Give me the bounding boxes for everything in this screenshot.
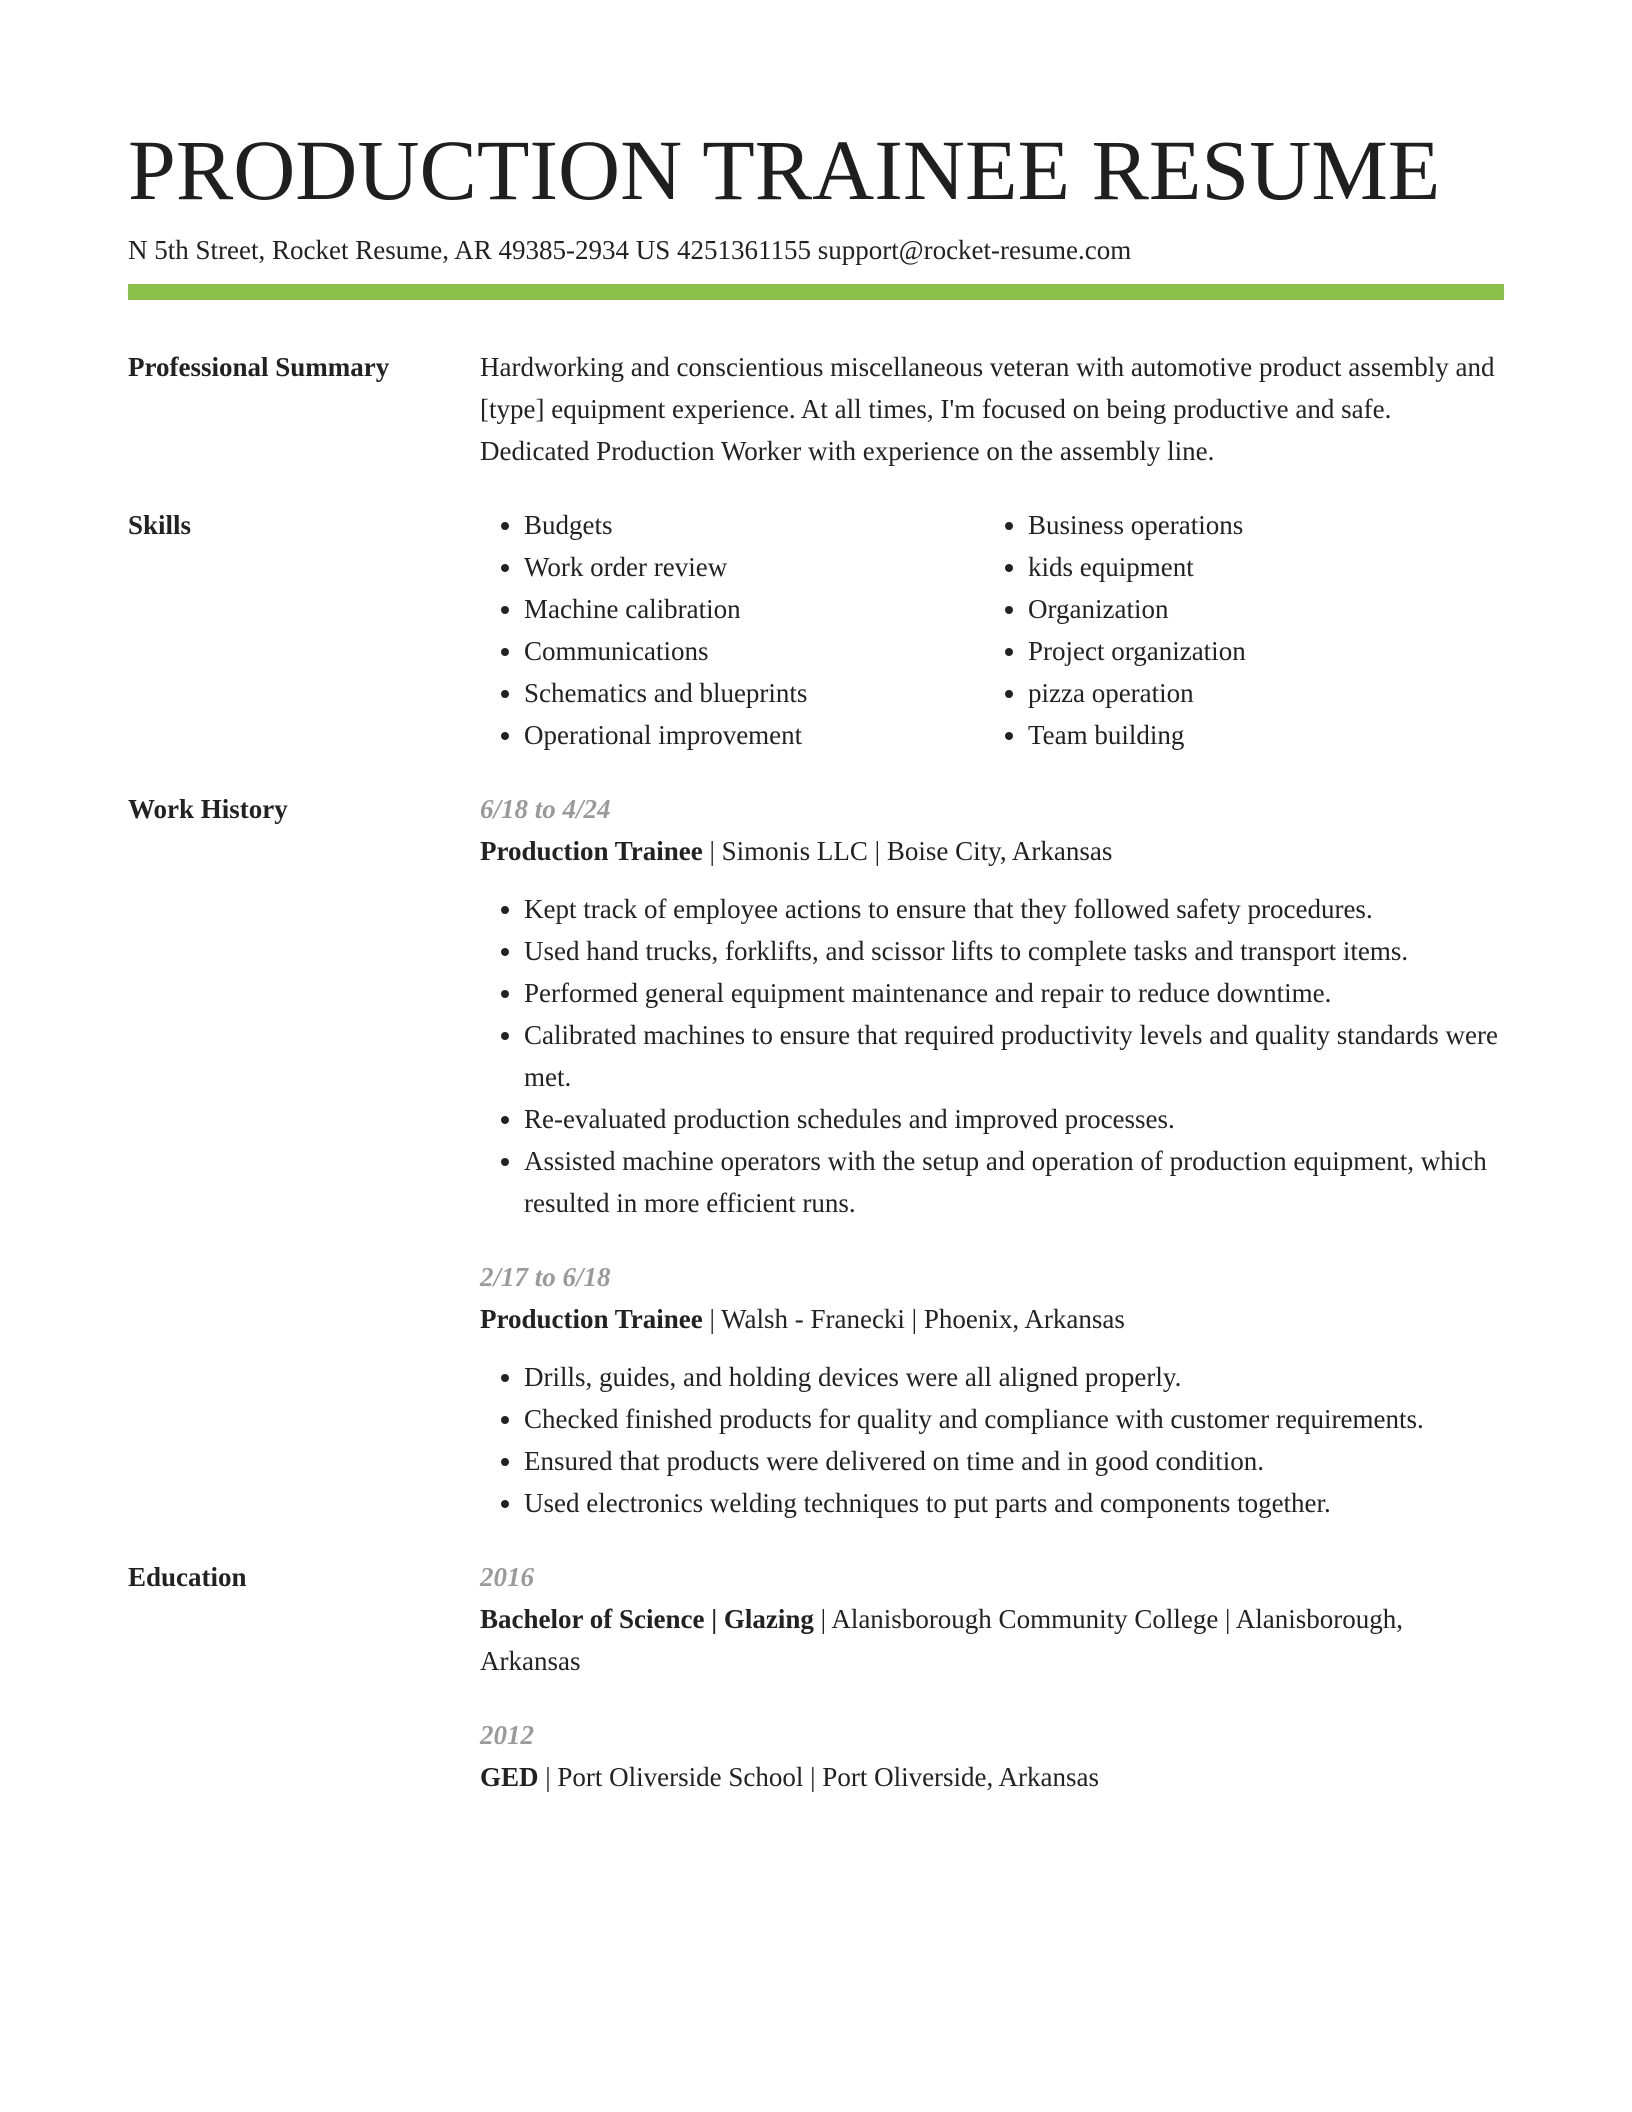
work-history-section [128, 788, 1504, 1524]
education-degree: Bachelor of Science | Glazing [480, 1604, 814, 1634]
job-employer-location: | Walsh - Franecki | Phoenix, Arkansas [702, 1304, 1125, 1334]
job-date: 6/18 to 4/24 [480, 794, 611, 824]
job-bullet: • Used electronics welding techniques to put parts and components together. [524, 1482, 1504, 1524]
education-school-location: | Alanisborough Community College | Alanisborough, Arkansas [480, 1604, 1403, 1676]
education-entry [480, 1556, 1504, 1682]
summary-label: Professional Summary [128, 352, 390, 382]
job-bullet: • Calibrated machines to ensure that required productivity levels and quality standards were met. [524, 1014, 1504, 1098]
skills-columns [480, 504, 1504, 756]
summary-text: Hardworking and conscientious miscellaneous veteran with automotive product assembly and [type] equipment experience. At all times, I'm focused on being productive and safe. Dedicated Production Worker with experience on the assembly line. [480, 352, 1495, 466]
job-title: Production Trainee [480, 1304, 703, 1334]
contact-line: N 5th Street, Rocket Resume, AR 49385-2934 US 4251361155 support@rocket-resume.com [128, 235, 1132, 265]
skill-item: • kids equipment [1028, 546, 1488, 588]
education-section [128, 1556, 1504, 1798]
job-bullet: • Drills, guides, and holding devices were all aligned properly. [524, 1356, 1504, 1398]
education-date: 2016 [480, 1562, 534, 1592]
skills-list-1 [480, 504, 984, 756]
skill-item: • Project organization [1028, 630, 1488, 672]
job-bullet: • Checked finished products for quality and compliance with customer requirements. [524, 1398, 1504, 1440]
job-entry [480, 1256, 1504, 1524]
job-heading [480, 1298, 1504, 1340]
summary-section [128, 346, 1504, 472]
job-entry [480, 788, 1504, 1224]
work-history-label: Work History [128, 794, 288, 824]
job-bullet: • Used hand trucks, forklifts, and scissor lifts to complete tasks and transport items. [524, 930, 1504, 972]
work-history-body [480, 788, 1504, 1524]
skill-item: • Budgets [524, 504, 984, 546]
skills-section [128, 504, 1504, 756]
resume-title: PRODUCTION TRAINEE RESUME [128, 122, 1441, 218]
skill-item: • pizza operation [1028, 672, 1488, 714]
skills-column-1 [480, 504, 984, 756]
job-bullets [480, 1356, 1504, 1524]
skill-item: • Work order review [524, 546, 984, 588]
job-date: 2/17 to 6/18 [480, 1262, 611, 1292]
skill-item: • Organization [1028, 588, 1488, 630]
education-label: Education [128, 1562, 247, 1592]
skill-item: • Communications [524, 630, 984, 672]
job-employer-location: | Simonis LLC | Boise City, Arkansas [702, 836, 1113, 866]
job-bullet: • Assisted machine operators with the setup and operation of production equipment, which resulted in more efficient runs. [524, 1140, 1504, 1224]
skill-item: • Operational improvement [524, 714, 984, 756]
skills-list-2 [984, 504, 1488, 756]
education-date: 2012 [480, 1720, 534, 1750]
skill-item: • Business operations [1028, 504, 1488, 546]
education-school-location: | Port Oliverside School | Port Oliverside, Arkansas [538, 1762, 1100, 1792]
skills-column-2 [984, 504, 1488, 756]
skill-item: • Machine calibration [524, 588, 984, 630]
job-bullet: • Re-evaluated production schedules and improved processes. [524, 1098, 1504, 1140]
education-degree: GED [480, 1762, 539, 1792]
education-heading [480, 1598, 1504, 1682]
resume-page [128, 120, 1504, 1798]
job-bullet: • Performed general equipment maintenance and repair to reduce downtime. [524, 972, 1504, 1014]
education-body [480, 1556, 1504, 1798]
education-heading [480, 1756, 1504, 1798]
skill-item: • Schematics and blueprints [524, 672, 984, 714]
job-bullet: • Kept track of employee actions to ensure that they followed safety procedures. [524, 888, 1504, 930]
skills-label: Skills [128, 510, 192, 540]
education-entry [480, 1714, 1504, 1798]
job-title: Production Trainee [480, 836, 703, 866]
job-bullet: • Ensured that products were delivered on time and in good condition. [524, 1440, 1504, 1482]
skill-item: • Team building [1028, 714, 1488, 756]
job-bullets [480, 888, 1504, 1224]
job-heading [480, 830, 1504, 872]
accent-divider [128, 284, 1504, 300]
